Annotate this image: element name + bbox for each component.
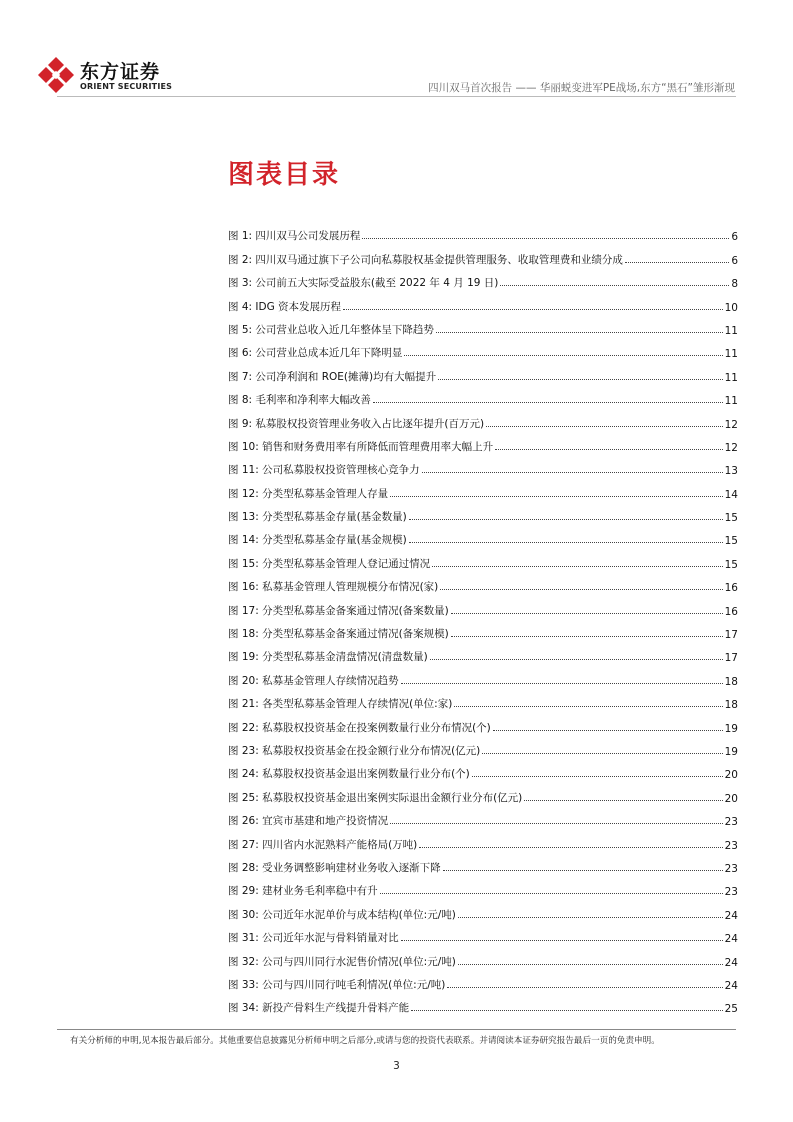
toc-leader-dots (472, 776, 723, 777)
toc-entry-page: 6 (731, 231, 738, 244)
toc-entry-label: 图 26: 宜宾市基建和地产投资情况 (228, 815, 389, 828)
toc-entry[interactable] (228, 945, 738, 968)
toc-leader-dots (419, 847, 722, 848)
toc-leader-dots (343, 309, 723, 310)
toc-entry-label: 图 34: 新投产骨料生产线提升骨料产能 (228, 1002, 410, 1015)
toc-entry[interactable] (228, 477, 738, 500)
toc-entry[interactable] (228, 664, 738, 687)
toc-entry-page: 15 (724, 558, 738, 571)
toc-leader-dots (436, 332, 723, 333)
toc-entry[interactable] (228, 828, 738, 851)
toc-leader-dots (500, 285, 729, 286)
toc-entry-page: 23 (724, 862, 738, 875)
toc-entry-label: 图 3: 公司前五大实际受益股东(截至 2022 年 4 月 19 日) (228, 277, 499, 290)
toc-entry-label: 图 28: 受业务调整影响建材业务收入逐渐下降 (228, 861, 441, 874)
toc-entry-page: 23 (724, 816, 738, 829)
toc-leader-dots (401, 940, 723, 941)
toc-entry-label: 图 33: 公司与四川同行吨毛利情况(单位:元/吨) (228, 978, 446, 991)
toc-leader-dots (486, 426, 723, 427)
toc-entry-label: 图 13: 分类型私募基金存量(基金数量) (228, 511, 407, 524)
toc-entry-label: 图 22: 私募股权投资基金在投案例数量行业分布情况(个) (228, 721, 491, 734)
toc-entry[interactable] (228, 969, 738, 992)
toc-entry-label: 图 1: 四川双马公司发展历程 (228, 230, 361, 243)
toc-entry[interactable] (228, 922, 738, 945)
toc-entry-page: 18 (724, 675, 738, 688)
toc-entry-page: 24 (724, 956, 738, 969)
toc-entry-label: 图 32: 公司与四川同行水泥售价情况(单位:元/吨) (228, 955, 456, 968)
toc-heading: 图表目录 (228, 160, 341, 190)
toc-entry-label: 图 15: 分类型私募基金管理人登记通过情况 (228, 557, 431, 570)
toc-entry-page: 8 (731, 278, 738, 291)
toc-entry[interactable] (228, 781, 738, 804)
toc-leader-dots (440, 589, 722, 590)
toc-entry-label: 图 14: 分类型私募基金存量(基金规模) (228, 534, 407, 547)
report-title: 四川双马首次报告 —— 华丽蜕变进军PE战场,东方“黑石”雏形渐现 (428, 82, 735, 94)
toc-entry[interactable] (228, 454, 738, 477)
toc-leader-dots (409, 519, 723, 520)
company-logo (36, 55, 176, 99)
toc-entry-page: 16 (724, 582, 738, 595)
toc-entry[interactable] (228, 618, 738, 641)
toc-entry-page: 19 (724, 745, 738, 758)
toc-entry-label: 图 6: 公司营业总成本近几年下降明显 (228, 347, 403, 360)
toc-entry-label: 图 19: 分类型私募基金清盘情况(清盘数量) (228, 651, 428, 664)
toc-leader-dots (438, 379, 723, 380)
toc-entry-page: 11 (724, 348, 738, 361)
toc-entry-label: 图 31: 公司近年水泥与骨料销量对比 (228, 932, 399, 945)
toc-leader-dots (390, 823, 723, 824)
toc-entry[interactable] (228, 243, 738, 266)
toc-leader-dots (362, 238, 729, 239)
toc-entry-label: 图 10: 销售和财务费用率有所降低而管理费用率大幅上升 (228, 440, 494, 453)
toc-entry-label: 图 20: 私募基金管理人存续情况趋势 (228, 674, 399, 687)
toc-leader-dots (458, 964, 723, 965)
toc-entry[interactable] (228, 992, 738, 1015)
toc-entry-label: 图 7: 公司净利润和 ROE(摊薄)均有大幅提升 (228, 370, 437, 383)
toc-leader-dots (495, 449, 723, 450)
toc-leader-dots (380, 893, 723, 894)
toc-entry[interactable] (228, 594, 738, 617)
toc-entry-page: 20 (724, 769, 738, 782)
toc-entry[interactable] (228, 524, 738, 547)
toc-entry[interactable] (228, 641, 738, 664)
logo-chinese-name: 东方证券 (80, 61, 161, 83)
toc-entry-page: 18 (724, 699, 738, 712)
toc-entry[interactable] (228, 758, 738, 781)
toc-leader-dots (482, 753, 722, 754)
toc-leader-dots (451, 613, 723, 614)
toc-leader-dots (451, 636, 723, 637)
toc-entry-page: 24 (724, 933, 738, 946)
toc-entry-page: 10 (724, 301, 738, 314)
toc-entry-label: 图 18: 分类型私募基金备案通过情况(备案规模) (228, 628, 449, 641)
toc-entry-label: 图 11: 公司私募股权投资管理核心竞争力 (228, 464, 420, 477)
toc-leader-dots (422, 472, 723, 473)
toc-entry-label: 图 8: 毛利率和净利率大幅改善 (228, 394, 371, 407)
toc-leader-dots (404, 355, 722, 356)
toc-entry-page: 20 (724, 792, 738, 805)
toc-entry-page: 24 (724, 909, 738, 922)
toc-entry[interactable] (228, 735, 738, 758)
toc-entry[interactable] (228, 571, 738, 594)
toc-leader-dots (432, 566, 723, 567)
toc-entry[interactable] (228, 220, 738, 243)
logo-english-name: ORIENT SECURITIES (80, 82, 173, 91)
toc-entry-page: 11 (724, 395, 738, 408)
toc-entry-label: 图 12: 分类型私募基金管理人存量 (228, 487, 389, 500)
toc-entry-page: 24 (724, 979, 738, 992)
toc-entry[interactable] (228, 267, 738, 290)
toc-entry-label: 图 2: 四川双马通过旗下子公司向私募股权基金提供管理服务、收取管理费和业绩分成 (228, 253, 623, 266)
toc-entry-label: 图 30: 公司近年水泥单价与成本结构(单位:元/吨) (228, 908, 456, 921)
toc-entry[interactable] (228, 875, 738, 898)
toc-entry[interactable] (228, 290, 738, 313)
toc-leader-dots (524, 800, 722, 801)
toc-entry-label: 图 25: 私募股权投资基金退出案例实际退出金额行业分布(亿元) (228, 791, 523, 804)
header-divider (57, 96, 736, 97)
toc-entry-page: 16 (724, 605, 738, 618)
toc-entry-label: 图 9: 私募股权投资管理业务收入占比逐年提升(百万元) (228, 417, 485, 430)
toc-entry-label: 图 4: IDG 资本发展历程 (228, 300, 342, 313)
toc-entry-label: 图 16: 私募基金管理人管理规模分布情况(家) (228, 581, 439, 594)
toc-entry-label: 图 5: 公司营业总收入近几年整体呈下降趋势 (228, 323, 434, 336)
toc-entry[interactable] (228, 501, 738, 524)
toc-entry[interactable] (228, 711, 738, 734)
toc-entry[interactable] (228, 407, 738, 430)
toc-entry-page: 23 (724, 886, 738, 899)
toc-entry-label: 图 24: 私募股权投资基金退出案例数量行业分布(个) (228, 768, 470, 781)
toc-entry-label: 图 27: 四川省内水泥熟料产能格局(万吨) (228, 838, 418, 851)
toc-leader-dots (401, 683, 723, 684)
toc-entry-page: 13 (724, 465, 738, 478)
toc-leader-dots (458, 917, 723, 918)
toc-entry-page: 11 (724, 324, 738, 337)
toc-entry-page: 14 (724, 488, 738, 501)
orient-logo-icon (36, 55, 76, 95)
toc-entry-page: 12 (724, 418, 738, 431)
toc-leader-dots (443, 870, 723, 871)
toc-entry-label: 图 29: 建材业务毛利率稳中有升 (228, 885, 378, 898)
toc-entry-page: 11 (724, 371, 738, 384)
toc-entry[interactable] (228, 805, 738, 828)
toc-entry[interactable] (228, 360, 738, 383)
toc-entry-page: 17 (724, 652, 738, 665)
toc-leader-dots (493, 730, 723, 731)
footer-divider (57, 1029, 736, 1030)
toc-leader-dots (411, 1010, 723, 1011)
toc-leader-dots (447, 987, 722, 988)
toc-leader-dots (390, 496, 723, 497)
toc-entry-page: 25 (724, 1003, 738, 1016)
toc-entry[interactable] (228, 898, 738, 921)
toc-leader-dots (454, 706, 722, 707)
toc-entry[interactable] (228, 337, 738, 360)
toc-entry[interactable] (228, 547, 738, 570)
toc-leader-dots (409, 542, 723, 543)
toc-leader-dots (625, 262, 729, 263)
toc-list (228, 220, 738, 1015)
toc-entry[interactable] (228, 314, 738, 337)
toc-entry-page: 19 (724, 722, 738, 735)
toc-leader-dots (430, 659, 723, 660)
page-number: 3 (393, 1060, 400, 1072)
toc-entry[interactable] (228, 384, 738, 407)
toc-entry-page: 15 (724, 535, 738, 548)
toc-entry-page: 23 (724, 839, 738, 852)
toc-entry[interactable] (228, 431, 738, 454)
footer-disclaimer: 有关分析师的申明,见本报告最后部分。其他重要信息披露见分析师申明之后部分,或请与您的投资代表联系。并请阅读本证券研究报告最后一页的免责申明。 (70, 1036, 660, 1046)
toc-entry-page: 12 (724, 441, 738, 454)
toc-entry-page: 6 (731, 254, 738, 267)
toc-entry[interactable] (228, 852, 738, 875)
toc-entry-page: 17 (724, 629, 738, 642)
toc-entry-label: 图 21: 各类型私募基金管理人存续情况(单位:家) (228, 698, 453, 711)
toc-leader-dots (373, 402, 723, 403)
toc-entry-page: 15 (724, 512, 738, 525)
toc-entry[interactable] (228, 688, 738, 711)
toc-entry-label: 图 23: 私募股权投资基金在投金额行业分布情况(亿元) (228, 744, 481, 757)
toc-entry-label: 图 17: 分类型私募基金备案通过情况(备案数量) (228, 604, 449, 617)
